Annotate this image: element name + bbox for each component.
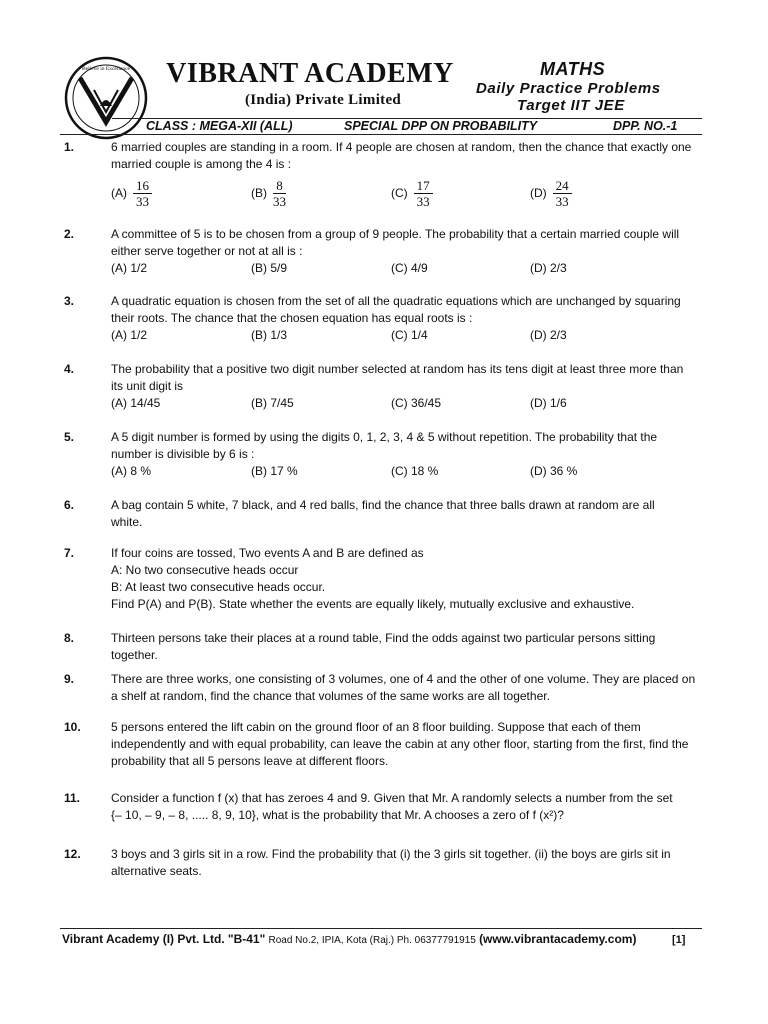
question-line: Thirteen persons take their places at a round table, Find the odds against two particular persons sitting (111, 631, 656, 645)
question-line: Find P(A) and P(B). State whether the events are equally likely, mutually exclusive and exhaustive. (111, 597, 635, 611)
option-b: (B) 5/9 (251, 261, 288, 275)
option-a: (A) 14/45 (111, 396, 161, 410)
question-line: If four coins are tossed, Two events A and B are defined as (111, 546, 424, 560)
question-line: B: At least two consecutive heads occur. (111, 580, 326, 594)
footer (62, 932, 636, 946)
question-line: A quadratic equation is chosen from the set of all the quadratic equations which are unchanged by squaring (111, 294, 681, 308)
question-line: alternative seats. (111, 864, 202, 878)
question-7 (64, 545, 708, 613)
option-d: (D) 36 % (530, 464, 578, 478)
question-line: number is divisible by 6 is : (111, 447, 255, 461)
vibrant-academy-logo (64, 56, 148, 140)
question-number: 2. (64, 227, 75, 241)
question-line: married couple is among the 4 is : (111, 157, 292, 171)
question-line: independently and with equal probability, can leave the cabin at any other floor, starting from the first, find the (111, 737, 689, 751)
question-11 (64, 790, 708, 824)
svg-text:Believe in Excellence: Believe in Excellence (82, 66, 130, 72)
question-number: 9. (64, 672, 75, 686)
option-b: (B) 1/3 (251, 328, 288, 342)
option-d: (D) 2/3 (530, 261, 567, 275)
question-10 (64, 719, 708, 770)
option-a: (A) 1/2 (111, 328, 148, 342)
question-number: 4. (64, 362, 75, 376)
option-row (111, 327, 708, 344)
question-number: 5. (64, 430, 75, 444)
option-row (111, 463, 708, 480)
question-line: together. (111, 648, 158, 662)
question-number: 12. (64, 847, 81, 861)
question-line: a shelf at random, find the chance that volumes of the same works are all together. (111, 689, 550, 703)
target-exam: Target IIT JEE (517, 97, 625, 114)
question-8 (64, 630, 708, 664)
option-c: (C) 36/45 (391, 396, 442, 410)
question-2 (64, 226, 708, 277)
question-line: their roots. The chance that the chosen equation has equal roots is : (111, 311, 473, 325)
dpp-title: Daily Practice Problems (476, 80, 661, 97)
fraction: $\frac{8}{33}$ (273, 177, 286, 209)
question-line: 3 boys and 3 girls sit in a row. Find the probability that (i) the 3 girls sit together. (ii) the boys are girls sit in (111, 847, 671, 861)
subject-title: MATHS (540, 59, 606, 79)
page-number: [1] (672, 934, 686, 946)
footer-divider (60, 928, 702, 929)
option-d: (D) $\frac{24}{33}$ (530, 173, 572, 213)
option-c: (C) 4/9 (391, 261, 428, 275)
question-line: probability that all 5 persons leave at different floors. (111, 754, 389, 768)
option-b: (B) $\frac{8}{33}$ (251, 177, 286, 209)
option-a: (A) 8 % (111, 464, 152, 478)
question-line: There are three works, one consisting of 3 volumes, one of 4 and the other of one volume. They are placed on (111, 672, 696, 686)
option-row (111, 395, 708, 412)
question-line: Consider a function f (x) that has zeroes 4 and 9. Given that Mr. A randomly selects a number from the set (111, 791, 673, 805)
topic-label: SPECIAL DPP ON PROBABILITY (344, 119, 538, 133)
question-number: 10. (64, 720, 81, 734)
footer-company: Vibrant Academy (I) Pvt. Ltd. (62, 932, 225, 946)
option-b: (B) 17 % (251, 464, 298, 478)
question-line: A committee of 5 is to be chosen from a group of 9 people. The probability that a certain married couple will (111, 227, 680, 241)
question-line: A 5 digit number is formed by using the digits 0, 1, 2, 3, 4 & 5 without repetition. The probability that the (111, 430, 658, 444)
option-c: (C) 1/4 (391, 328, 428, 342)
question-number: 11. (64, 791, 81, 805)
question-12 (64, 846, 708, 880)
footer-address-bold: "B-41" (227, 932, 266, 946)
question-6 (64, 497, 708, 531)
footer-website: (www.vibrantacademy.com) (479, 932, 637, 946)
fraction: $\frac{17}{33}$ (414, 178, 433, 209)
question-line: either serve together or not at all is : (111, 244, 303, 258)
question-3 (64, 293, 708, 344)
brand-name: VIBRANT ACADEMY (166, 58, 454, 89)
question-line: white. (111, 515, 143, 529)
option-row (111, 260, 708, 277)
question-line: {– 10, – 9, – 8, ..... 8, 9, 10}, what is the probability that Mr. A chooses a zero of f (x²)? (111, 808, 564, 822)
fraction: $\frac{16}{33}$ (133, 178, 152, 209)
class-label: CLASS : MEGA-XII (ALL) (146, 119, 293, 133)
fraction: $\frac{24}{33}$ (553, 178, 572, 209)
question-number: 7. (64, 546, 75, 560)
question-line: A bag contain 5 white, 7 black, and 4 red balls, find the chance that three balls drawn at random are all (111, 498, 655, 512)
question-number: 6. (64, 498, 75, 512)
info-divider (60, 134, 702, 135)
question-line: 6 married couples are standing in a room. If 4 people are chosen at random, then the chance that exactly one (111, 140, 692, 154)
question-line: its unit digit is (111, 379, 184, 393)
question-number: 3. (64, 294, 75, 308)
question-5 (64, 429, 708, 480)
option-c: (C) 18 % (391, 464, 439, 478)
option-b: (B) 7/45 (251, 396, 294, 410)
option-d: (D) 2/3 (530, 328, 567, 342)
option-d: (D) 1/6 (530, 396, 567, 410)
question-number: 8. (64, 631, 75, 645)
dpp-number: DPP. NO.-1 (613, 119, 678, 133)
option-a: (A) $\frac{16}{33}$ (111, 173, 152, 213)
question-4 (64, 361, 708, 412)
option-c: (C) $\frac{17}{33}$ (391, 173, 433, 213)
option-row (111, 173, 708, 213)
footer-address: Road No.2, IPIA, Kota (Raj.) Ph. 06377791915 (268, 935, 476, 946)
option-a: (A) 1/2 (111, 261, 148, 275)
question-9 (64, 671, 708, 705)
question-line: A: No two consecutive heads occur (111, 563, 299, 577)
question-line: 5 persons entered the lift cabin on the ground floor of an 8 floor building. Suppose that each of them (111, 720, 641, 734)
question-number: 1. (64, 140, 75, 154)
question-line: The probability that a positive two digit number selected at random has its tens digit at least three more than (111, 362, 684, 376)
brand-subtitle: (India) Private Limited (245, 92, 402, 108)
question-1 (64, 139, 708, 213)
